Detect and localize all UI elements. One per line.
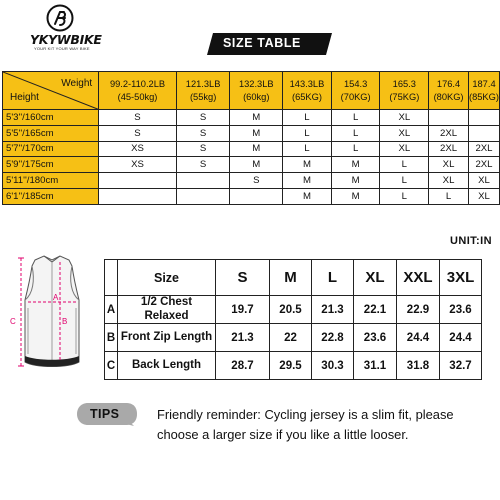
size-cell: XS	[99, 141, 177, 157]
size-cell	[176, 173, 230, 189]
size-cell: 2XL	[468, 157, 499, 173]
size-cell: 2XL	[429, 125, 469, 141]
size-cell: S	[176, 141, 230, 157]
size-cell: M	[230, 110, 283, 126]
weight-col-header: 99.2-110.2LB (45-50kg)	[99, 72, 177, 110]
size-cell: XL	[429, 157, 469, 173]
reminder-line-1: Friendly reminder: Cycling jersey is a slim fit, please	[157, 407, 454, 422]
reminder-line-2: choose a larger size if you like a little looser.	[157, 427, 409, 442]
size-cell: M	[331, 157, 380, 173]
measurement-name: Back Length	[118, 352, 216, 380]
measurement-value: 21.3	[216, 324, 270, 352]
measurement-value: 24.4	[397, 324, 440, 352]
size-column-header: L	[312, 260, 354, 296]
height-cell: 5'9''/175cm	[3, 157, 99, 173]
size-cell: L	[380, 157, 429, 173]
bike-rider-icon	[46, 4, 74, 32]
tips-badge	[76, 402, 138, 426]
measurement-name: Front Zip Length	[118, 324, 216, 352]
size-cell	[429, 110, 469, 126]
size-column-header: 3XL	[440, 260, 482, 296]
measurement-value: 28.7	[216, 352, 270, 380]
row-letter: B	[105, 324, 118, 352]
size-cell: S	[99, 110, 177, 126]
weight-col-header: 143.3LB (65KG)	[283, 72, 332, 110]
size-cell: M	[283, 157, 332, 173]
size-cell	[468, 110, 499, 126]
size-cell: L	[331, 125, 380, 141]
size-cell: M	[230, 157, 283, 173]
size-cell	[468, 125, 499, 141]
size-chart-table	[2, 71, 500, 205]
size-cell: L	[283, 125, 332, 141]
size-cell: L	[283, 141, 332, 157]
size-column-header: XXL	[397, 260, 440, 296]
tips-label: TIPS	[90, 407, 120, 421]
brand-name: YKYWBIKE	[30, 32, 102, 47]
height-cell: 5'3''/160cm	[3, 110, 99, 126]
vest-label-b: B	[62, 317, 68, 326]
size-cell	[99, 173, 177, 189]
measurement-value: 30.3	[312, 352, 354, 380]
size-cell: XL	[380, 110, 429, 126]
unit-label: UNIT:IN	[450, 235, 492, 247]
vest-label-c: C	[10, 317, 16, 326]
weight-col-header: 187.4 (85KG)	[468, 72, 499, 110]
measurement-value: 22.1	[354, 296, 397, 324]
size-cell: 2XL	[429, 141, 469, 157]
size-cell: L	[331, 141, 380, 157]
measurement-value: 21.3	[312, 296, 354, 324]
measurement-name: 1/2 Chest Relaxed	[118, 296, 216, 324]
size-cell: L	[331, 110, 380, 126]
size-cell: 2XL	[468, 141, 499, 157]
size-header-label: Size	[118, 260, 216, 296]
size-cell: M	[283, 173, 332, 189]
size-cell: XS	[99, 157, 177, 173]
size-cell: L	[429, 188, 469, 204]
size-cell: XL	[429, 173, 469, 189]
size-column-header: S	[216, 260, 270, 296]
letter-header-cell	[105, 260, 118, 296]
weight-col-header: 121.3LB (55kg)	[176, 72, 230, 110]
size-cell: M	[230, 141, 283, 157]
height-cell: 5'11''/180cm	[3, 173, 99, 189]
vest-label-a: A	[53, 293, 59, 302]
size-cell: XL	[468, 173, 499, 189]
table-row	[3, 141, 500, 157]
weight-col-header: 165.3 (75KG)	[380, 72, 429, 110]
size-cell: L	[380, 173, 429, 189]
vest-diagram-icon	[2, 250, 102, 380]
measurement-value: 24.4	[440, 324, 482, 352]
height-cell: 5'7''/170cm	[3, 141, 99, 157]
measurement-value: 22.9	[397, 296, 440, 324]
size-cell: XL	[380, 125, 429, 141]
table-row	[3, 125, 500, 141]
size-column-header: XL	[354, 260, 397, 296]
measurement-value: 32.7	[440, 352, 482, 380]
measurement-table	[104, 259, 482, 380]
measurement-value: 22.8	[312, 324, 354, 352]
size-cell: M	[331, 188, 380, 204]
size-cell: M	[331, 173, 380, 189]
size-cell	[230, 188, 283, 204]
size-cell: L	[380, 188, 429, 204]
weight-header-row	[3, 72, 500, 110]
size-cell: M	[230, 125, 283, 141]
height-cell: 5'5''/165cm	[3, 125, 99, 141]
measurement-value: 20.5	[270, 296, 312, 324]
measurement-value: 22	[270, 324, 312, 352]
size-cell: XL	[380, 141, 429, 157]
page-title: SIZE TABLE	[223, 36, 301, 50]
size-cell: L	[283, 110, 332, 126]
table-row	[3, 157, 500, 173]
size-cell: S	[230, 173, 283, 189]
height-cell: 6'1''/185cm	[3, 188, 99, 204]
row-letter: C	[105, 352, 118, 380]
measurement-value: 23.6	[354, 324, 397, 352]
size-table-title-banner	[207, 33, 332, 55]
weight-col-header: 154.3 (70KG)	[331, 72, 380, 110]
height-axis-label: Height	[10, 91, 39, 103]
size-cell: XL	[468, 188, 499, 204]
row-letter: A	[105, 296, 118, 324]
table-row	[105, 296, 482, 324]
brand-tagline: YOUR KIT YOUR WAY BIKE	[34, 46, 90, 51]
weight-axis-label: Weight	[61, 78, 93, 89]
friendly-reminder-text	[157, 405, 497, 445]
measurement-header-row	[105, 260, 482, 296]
measurement-value: 19.7	[216, 296, 270, 324]
weight-col-header: 132.3LB (60kg)	[230, 72, 283, 110]
size-cell: S	[176, 157, 230, 173]
size-cell	[99, 188, 177, 204]
weight-height-corner	[3, 72, 99, 110]
table-row	[3, 110, 500, 126]
weight-col-header: 176.4 (80KG)	[429, 72, 469, 110]
size-cell	[176, 188, 230, 204]
size-cell: S	[176, 125, 230, 141]
size-cell: S	[176, 110, 230, 126]
measurement-value: 29.5	[270, 352, 312, 380]
size-cell: S	[99, 125, 177, 141]
measurement-value: 23.6	[440, 296, 482, 324]
table-row	[3, 188, 500, 204]
table-row	[105, 324, 482, 352]
size-cell: M	[283, 188, 332, 204]
table-row	[105, 352, 482, 380]
table-row	[3, 173, 500, 189]
size-column-header: M	[270, 260, 312, 296]
brand-logo	[22, 2, 122, 52]
measurement-value: 31.8	[397, 352, 440, 380]
measurement-value: 31.1	[354, 352, 397, 380]
